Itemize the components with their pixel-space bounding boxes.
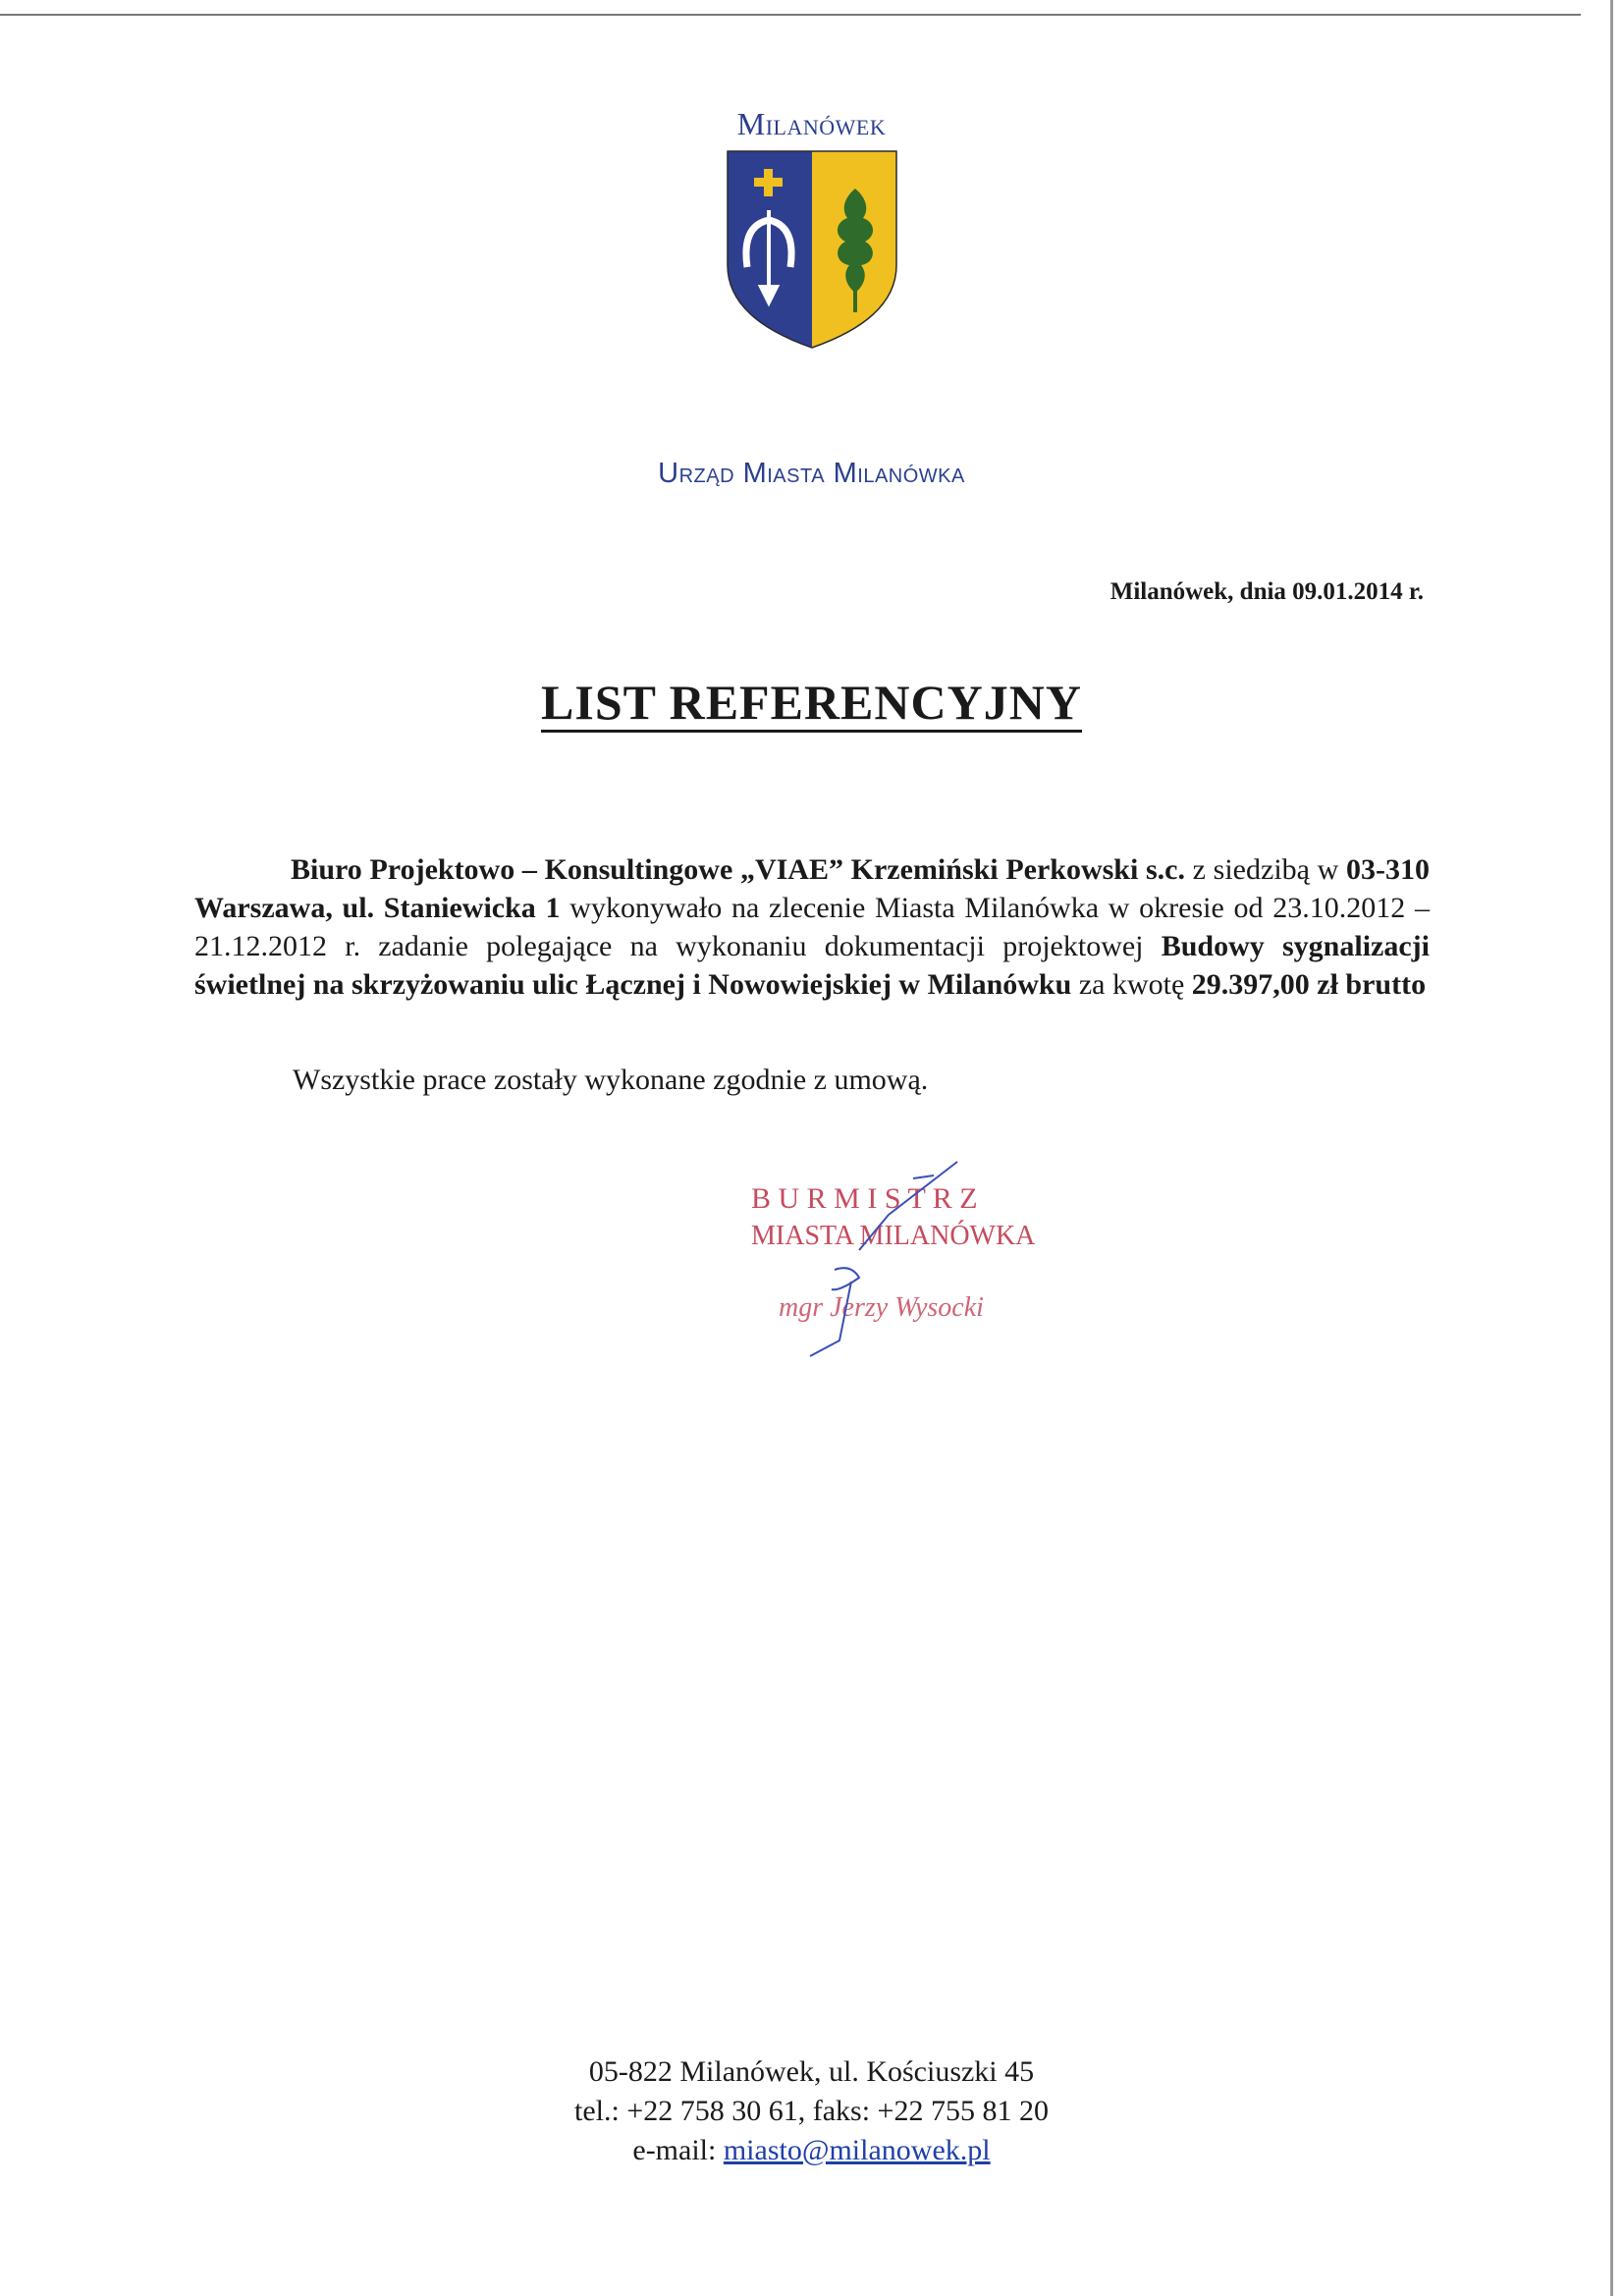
scan-edge-top (0, 14, 1581, 16)
stamp-person: mgr Jerzy Wysocki (779, 1292, 984, 1323)
body-text-1: z siedzibą w (1185, 853, 1346, 886)
stamp-institution: MIASTA MILANÓWKA (751, 1221, 1036, 1251)
body-text-3: za kwotę (1071, 968, 1192, 1001)
email-link[interactable]: miasto@milanowek.pl (723, 2134, 991, 2166)
coat-of-arms-emblem (726, 149, 898, 350)
office-name: Urząd Miasta Milanówka (658, 458, 965, 489)
closing-statement: Wszystkie prace zostały wykonane zgodnie z umową. (293, 1064, 929, 1096)
footer-email-label: e-mail: (632, 2134, 724, 2166)
company-name: Biuro Projektowo – Konsultingowe „VIAE” Krzemiński Perkowski s.c. (291, 853, 1185, 886)
body-paragraph-text (194, 850, 1430, 1004)
document-title-text: LIST REFERENCYJNY (541, 675, 1082, 733)
scan-edge-right (1610, 0, 1613, 2296)
body-text-2: wykonywało na zlecenie Miasta Milanówka w okresie od 23.10.2012 – 21.12.2012 r. zadanie polegające na wykonaniu dokumentacji projektowej (194, 892, 1430, 962)
document-title (0, 674, 1623, 731)
company-address: 03-310 Warszawa, ul. Staniewicka 1 (194, 853, 1430, 924)
project-name: Budowy sygnalizacji świetlnej na skrzyżowaniu ulic Łącznej i Nowowiejskiej w Milanówku (194, 930, 1430, 1001)
body-paragraph (194, 850, 1430, 1004)
footer-email-line (0, 2131, 1623, 2170)
footer-contact (0, 2052, 1623, 2170)
mayor-stamp (741, 1154, 1095, 1360)
footer-address: 05-822 Milanówek, ul. Kościuszki 45 (588, 2055, 1035, 2088)
date-line: Milanówek, dnia 09.01.2014 r. (1109, 578, 1424, 605)
footer-phone: tel.: +22 758 30 61, faks: +22 755 81 20 (574, 2095, 1049, 2127)
town-name: Milanówek (736, 106, 887, 141)
stamp-title: B U R M I S T R Z (751, 1182, 978, 1215)
contract-amount: 29.397,00 zł brutto (1191, 968, 1427, 1001)
